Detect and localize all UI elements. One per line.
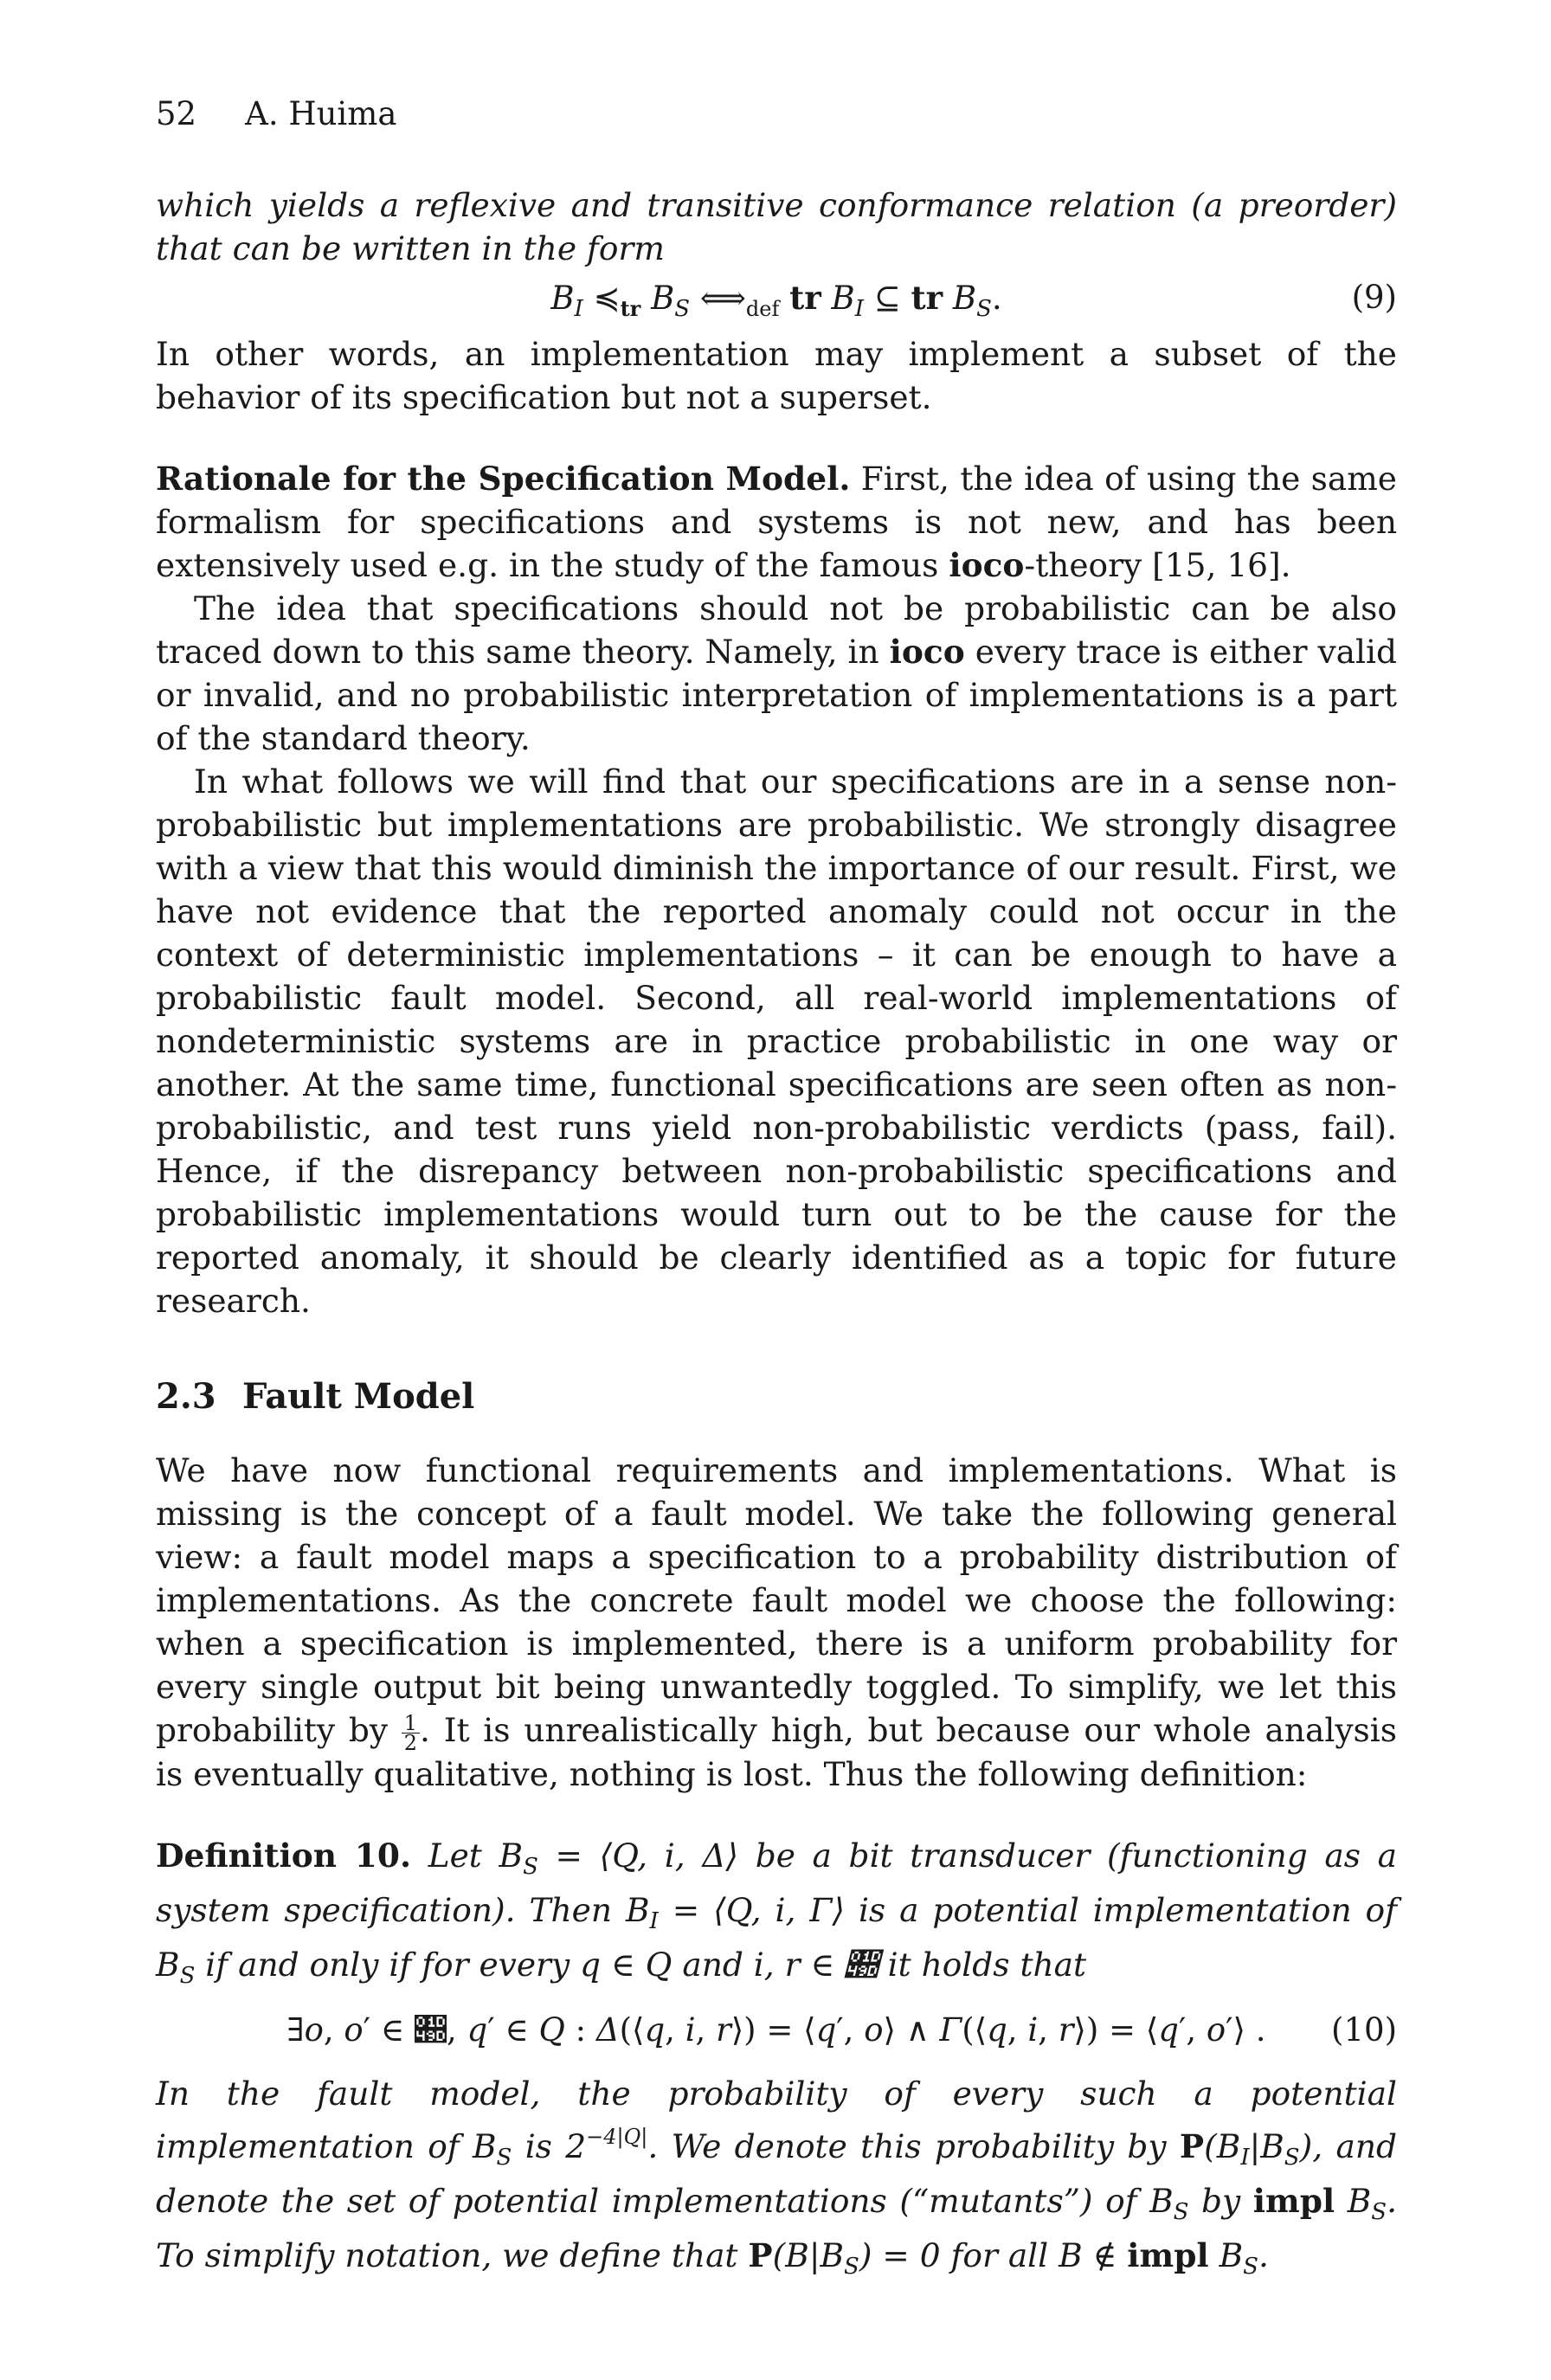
equation-9-number: (9) [1351, 279, 1397, 316]
equation-10-expression: ∃o, o′ ∈ 𝒝, q′ ∈ Q : Δ(⟨q, i, r⟩) = ⟨q′, o⟩ ∧ Γ(⟨q, i, r⟩) = ⟨q′, o′⟩ . [286, 2011, 1266, 2049]
paragraph-fault-model: We have now functional requirements and implementations. What is missing is the concept of a fault model. We take the following general view: a fault model maps a specification to a probability distribution of implementations. As the concrete fault model we choose the following: when a specification is implemented, there is a uniform probability for every single output bit being unwantedly toggled. To simplify, we let this probability by $\frac{1}{2}$ . It is unrealistically high, but because our whole analysis is eventually qualitative, nothing is lost. Thus the following definition: [156, 1451, 1397, 1793]
rationale-heading: Rationale for the Specification Model. [156, 460, 851, 498]
running-header [156, 95, 396, 132]
paragraph-rationale: Rationale for the Specification Model. First, the idea of using the same formalism for specifications and systems is not new, and has been extensively used e.g. in the study of the famous ioco-theory [15, 16]. [156, 460, 1397, 584]
text-column [156, 183, 1397, 2288]
paragraph-fault-probability: In the fault model, the probability of every such a potential implementation of $B_S$ is $2^{-4|Q|}$. We denote this probability by $P(B_I|B_S)$, and denote the set of potential implementations (“mutants”) of $B_S$ by impl $B_S$. To simplify notation, we define that $P(B|B_S) = 0$ for all B ∉ impl $B_S$. [156, 2074, 1398, 2280]
ioco-term: ioco [889, 633, 965, 671]
author-name: A. Huima [245, 95, 397, 132]
fraction-one-half: $\frac{1}{2}$ [402, 1714, 420, 1753]
paragraph-other-words: In other words, an implementation may implement a subset of the behavior of its specification but not a superset. [156, 335, 1397, 416]
equation-9 [156, 270, 1397, 332]
definition-label: Definition 10. [156, 1836, 412, 1875]
equation-9-expression: $B_I$ $≼_{tr}$ $B_S$ $⟺_{def}$ tr $B_I$ ⊆ tr $B_S$. [550, 279, 1002, 322]
section-number: 2.3 [156, 1376, 216, 1417]
paragraph-what-follows: In what follows we will find that our specifications are in a sense non-probabilistic but implementations are probabilistic. We strongly disagree with a view that this would diminish the importance of our result. First, we have not evidence that the reported anomaly could not occur in the context of deterministic implementations – it can be enough to have a probabilistic fault model. Second, all real-world implementations of nondeterministic systems are in practice probabilistic in one way or another. At the same time, functional specifications are seen often as non-probabilistic, and test runs yield non-probabilistic verdicts (pass, fail). Hence, if the disrepancy between non-probabilistic specifications and probabilistic implementations would turn out to be the cause for the reported anomaly, it should be clearly identified as a topic for future research. [156, 762, 1397, 1320]
ioco-term: ioco [949, 546, 1025, 584]
paragraph-preorder: which yields a reflexive and transitive conformance relation (a preorder) that can be written in the form [156, 186, 1397, 267]
equation-10 [156, 1997, 1397, 2072]
section-title: Fault Model [242, 1376, 475, 1417]
section-heading [156, 1371, 1397, 1423]
page-number: 52 [156, 95, 197, 132]
equation-10-number: (10) [1331, 2011, 1397, 2049]
definition-10: Definition 10. Let $B_S$ = ⟨Q, i, Δ⟩ be a bit transducer (functioning as a system specification). Then $B_I$ = ⟨Q, i, Γ⟩ is a potential implementation of $B_S$ if and only if for every q ∈ Q and i, r ∈ 𝒝 it holds that [156, 1836, 1397, 1989]
paragraph-probabilistic-idea: The idea that specifications should not be probabilistic can be also traced down to this same theory. Namely, in ioco every trace is either valid or invalid, and no probabilistic interpretation of implementations is a part of the standard theory. [156, 589, 1398, 757]
